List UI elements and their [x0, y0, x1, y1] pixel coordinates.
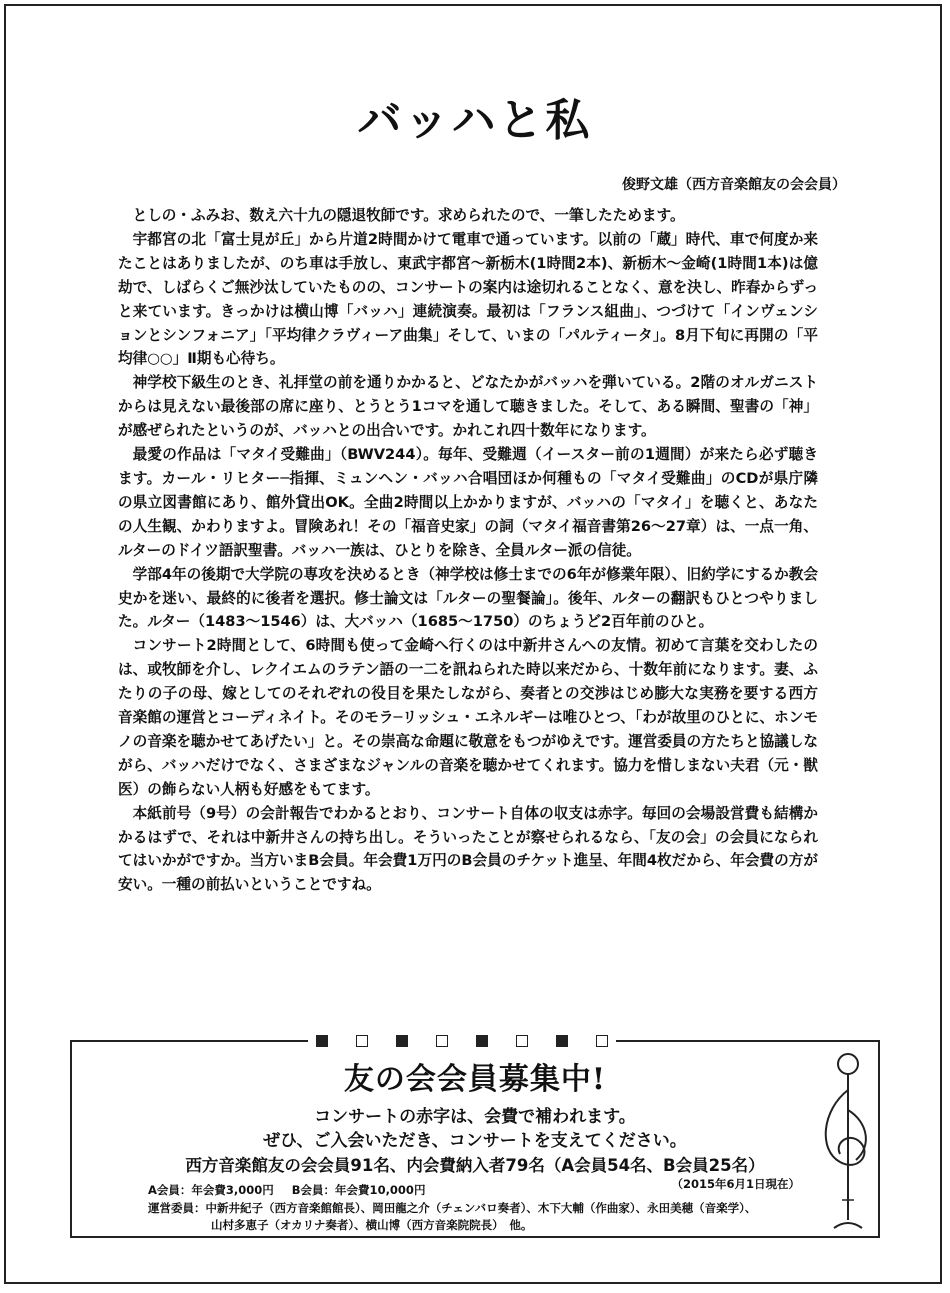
- committee-line: 山村多恵子（オカリナ奏者）、横山博（西方音楽院院長） 他。: [211, 1218, 533, 1232]
- filled-square: [556, 1035, 568, 1047]
- hollow-square: [516, 1035, 528, 1047]
- page-title: バッハと私: [357, 95, 593, 146]
- filled-square: [476, 1035, 488, 1047]
- filled-square: [396, 1035, 408, 1047]
- hollow-square: [596, 1035, 608, 1047]
- author-byline: 俊野文雄（西方音楽館友の会会員）: [622, 177, 846, 193]
- deficit-note: コンサートの赤字は、会費で補われます。: [314, 1107, 636, 1127]
- fee-b: B会員：年会費10,000円: [291, 1183, 426, 1197]
- membership-title: 友の会会員募集中!: [343, 1062, 607, 1097]
- paragraph: としの・ふみお、数え六十九の隠退牧師です。求められたので、一筆したためます。: [132, 207, 685, 224]
- square-decoration: [308, 1032, 616, 1050]
- fee-info: [148, 1182, 439, 1198]
- as-of-date: （2015年6月1日現在）: [671, 1177, 800, 1191]
- paragraph: 宇都宮の北「富士見が丘」から片道2時間かけて電車で通っています。以前の「蔵」時代、車で何度か来たことはありましたが、のち車は手放し、東武宇都宮～新栃木(1時間2本)、新栃木～金崎(1時間1本)は億劫で、しばらくご無沙汰していたものの、コンサートの案内は途切れることなく、意を決し、昨春からずっと来ています。きっかけは横山博「バッハ」連続演奏。最初は「フランス組曲」、つづけて「インヴェンションとシンフォニア」「平均律クラヴィーア曲集」そして、いまの「パルティータ」。8月下旬に再開の「平均律○○」Ⅱ期も心待ち。: [118, 230, 818, 368]
- paragraph: 本紙前号（9号）の会計報告でわかるとおり、コンサート自体の収支は赤字。毎回の会場設営費も結構かかるはずで、それは中新井さんの持ち出し。そういったことが察せられるなら、「友の会」の会員になられてはいかがですか。当方いまB会員。年会費1万円のB会員のチケット進呈、年間4枚だから、年会費の方が安い。一種の前払いということですね。: [118, 804, 818, 894]
- join-appeal: ぜひ、ご入会いただき、コンサートを支えてください。: [263, 1131, 687, 1151]
- member-count: 西方音楽館友の会会員91名、内会費納入者79名（A会員54名、B会員25名）: [185, 1156, 765, 1175]
- paragraph: 学部4年の後期で大学院の専攻を決めるとき（神学校は修士までの6年が修業年限）、旧約学にするか教会史かを迷い、最終的に後者を選択。修士論文は「ルターの聖餐論」。後年、ルターの翻訳もひとつやりました。ルター（1483～1546）は、大バッハ（1685～1750）のちょうど2百年前のひと。: [118, 565, 818, 631]
- paragraph: 最愛の作品は「マタイ受難曲」（BWV244）。毎年、受難週（イースター前の1週間）が来たら必ず聴きます。カール・リヒター─指揮、ミュンヘン・バッハ合唱団ほか何種もの「マタイ受難曲」のCDが県庁隣の県立図書館にあり、館外貸出OK。全曲2時間以上かかりますが、バッハの「マタイ」を聴くと、あなたの人生観、かわりますよ。冒険あれ！その「福音史家」の詞（マタイ福音書第26～27章）は、一点一角、ルターのドイツ語訳聖書。バッハ一族は、ひとりを除き、全員ルター派の信徒。: [118, 446, 818, 559]
- paragraph: 神学校下級生のとき、礼拝堂の前を通りかかると、どなたかがバッハを弾いている。2階のオルガニストからは見えない最後部の席に座り、とうとう1コマを通して聴きました。そして、ある瞬間、聖書の「神」が感ぜられたというのが、バッハとの出合いです。かれこれ四十数年になります。: [118, 374, 818, 440]
- committee-line: 運営委員：中新井紀子（西方音楽館館長）、岡田龍之介（チェンバロ奏者）、木下大輔（作曲家）、永田美穂（音楽学）、: [148, 1201, 757, 1215]
- committee-list: [148, 1200, 818, 1234]
- treble-clef-icon: [812, 1050, 882, 1234]
- article-body: [118, 204, 818, 897]
- hollow-square: [356, 1035, 368, 1047]
- filled-square: [316, 1035, 328, 1047]
- fee-a: A会員：年会費3,000円: [148, 1183, 274, 1197]
- hollow-square: [436, 1035, 448, 1047]
- paragraph: コンサート2時間として、6時間も使って金崎へ行くのは中新井さんへの友情。初めて言葉を交わしたのは、或牧師を介し、レクイエムのラテン語の一二を訊ねられた時以来だから、十数年前になります。妻、ふたりの子の母、嫁としてのそれぞれの役目を果たしながら、奏者との交渉はじめ膨大な実務を要する西方音楽館の運営とコーディネイト。そのモラ─リッシュ・エネルギーは唯ひとつ、「わが故里のひとに、ホンモノの音楽を聴かせてあげたい」と。その崇高な命題に敬意をもつがゆえです。運営委員の方たちと協議しながら、バッハだけでなく、さまざまなジャンルの音楽を聴かせてくれます。協力を惜しまない夫君（元・獣医）の飾らない人柄も好感をもてます。: [118, 637, 818, 798]
